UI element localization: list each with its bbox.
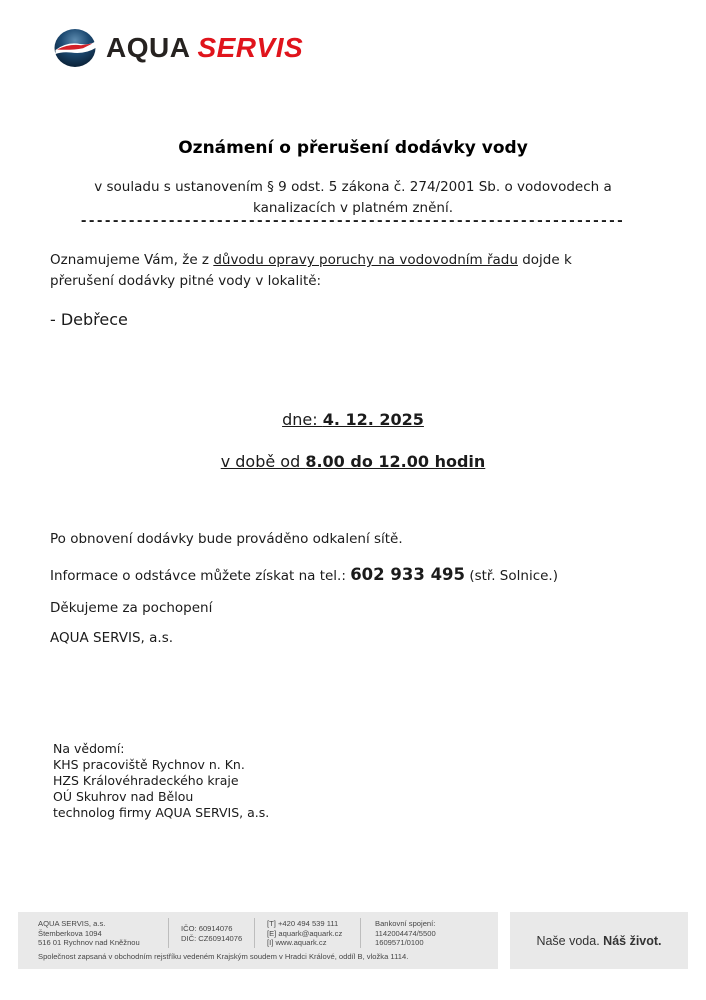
footer-bank-label: Bankovní spojení: [375,919,436,928]
company-signature: AQUA SERVIS, a.s. [50,630,174,646]
thanks-line: Děkujeme za pochopení [50,600,213,616]
footer-company-info [18,912,498,969]
time-prefix: v době od [220,452,306,471]
contact-info-text: Informace o odstávce můžete získat na tel.: [50,568,351,584]
notice-title: Oznámení o přerušení dodávky vody [178,138,528,158]
contact-info-line [50,565,558,584]
footer-slogan-box [510,912,688,969]
cc-block [53,741,269,821]
footer-bank-account: 1609571/0100 [375,938,424,948]
footer-address-line: AQUA SERVIS, a.s. [38,919,106,928]
footer-ico: IČO: 60914076 [181,924,233,933]
cc-label: Na vědomí: [53,741,125,756]
footer-company-ids [181,924,242,943]
locality-name: - Debřece [50,310,128,329]
intro-text-after: dojde k přerušení dodávky pitné vody v lokalitě: [50,252,572,289]
footer-address-line: 516 01 Rychnov nad Kněžnou [38,938,140,948]
slogan-text [536,934,661,948]
outage-date: 4. 12. 2025 [322,410,424,429]
logo-text-aqua: AQUA [106,32,191,63]
flushing-note: Po obnovení dodávky bude prováděno odkalení sítě. [50,531,403,547]
footer-divider [360,918,361,948]
footer-address-line: Štemberkova 1094 [38,928,102,938]
intro-paragraph [50,250,635,291]
footer-bank-info [375,919,436,948]
dashed-divider: -------------------------------------------------------------------- [80,213,626,229]
footer-dic: DIČ: CZ60914076 [181,933,243,943]
footer-divider [254,918,255,948]
slogan-bold: Náš život. [603,933,662,948]
cc-item: technolog firmy AQUA SERVIS, a.s. [53,805,270,820]
footer-registry-line: Společnost zapsaná v obchodním rejstříku vedeném Krajským soudem v Hradci Králové, oddíl B, vložka 1114. [38,952,409,961]
intro-text-before: Oznamujeme Vám, že z [50,252,214,268]
date-prefix: dne: [282,410,323,429]
intro-underlined-reason: důvodu opravy poruchy na vodovodním řadu [213,252,518,268]
logo-text-servis: SERVIS [197,32,304,63]
slogan-regular: Naše voda. [536,933,604,948]
footer-divider [168,918,169,948]
outage-time-range: 8.00 do 12.00 hodin [305,452,486,471]
cc-item: KHS pracoviště Rychnov n. Kn. [53,757,245,772]
water-globe-icon [54,28,96,68]
outage-date-line [0,410,706,429]
footer-website: [I] www.aquark.cz [267,938,327,948]
legal-reference-line2: kanalizacích v platném znění. [252,200,453,216]
contact-info-suffix: (stř. Solnice.) [465,568,558,584]
footer-email: [E] aquark@aquark.cz [267,928,343,938]
cc-item: HZS Královéhradeckého kraje [53,773,239,788]
legal-reference-line1: v souladu s ustanovením § 9 odst. 5 zákona č. 274/2001 Sb. o vodovodech a [94,179,612,195]
footer-address [38,919,140,948]
contact-phone-number: 602 933 495 [350,565,466,584]
outage-time-line [0,452,706,471]
cc-item: OÚ Skuhrov nad Bělou [53,789,194,804]
footer-bank-account: 1142004474/5500 [375,928,436,938]
footer-phone: [T] +420 494 539 111 [267,919,339,928]
aqua-servis-logo [54,28,303,68]
footer-contacts [267,919,342,948]
